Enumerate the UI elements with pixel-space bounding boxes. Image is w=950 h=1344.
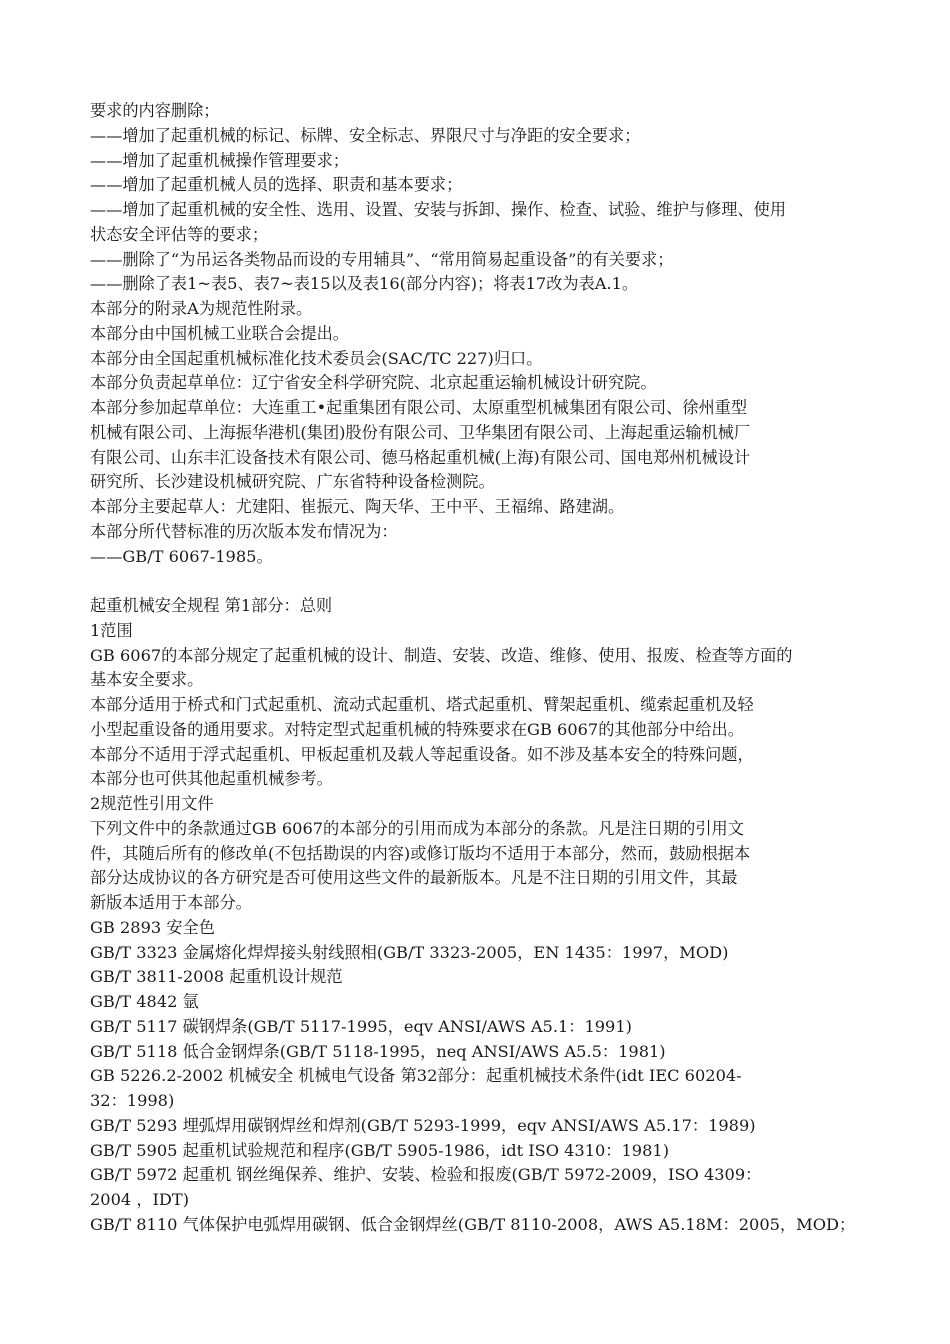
- text-line: 本部分适用于桥式和门式起重机、流动式起重机、塔式起重机、臂架起重机、缆索起重机及轻: [90, 695, 754, 714]
- text-line: GB/T 3811-2008 起重机设计规范: [90, 967, 343, 987]
- text-line: ——删除了表1~表5、表7~表15以及表16(部分内容)；将表17改为表A.1。: [90, 274, 639, 294]
- main-section: [90, 594, 865, 1238]
- text-line: GB/T 5118 低合金钢焊条(GB/T 5118-1995，neq ANSI/AWS A5.5：1981): [90, 1041, 666, 1061]
- text-line: GB/T 5117 碳钢焊条(GB/T 5117-1995，eqv ANSI/AWS A5.1：1991): [90, 1016, 632, 1036]
- text-line: 32：1998): [90, 1091, 175, 1110]
- text-line: GB/T 5905 起重机试验规范和程序(GB/T 5905-1986，idt ISO 4310：1981): [90, 1140, 670, 1160]
- section-gap: [90, 569, 865, 594]
- text-line: 小型起重设备的通用要求。对特定型式起重机械的特殊要求在GB 6067的其他部分中给出。: [90, 719, 744, 739]
- text-line: 本部分的附录A为规范性附录。: [90, 299, 313, 318]
- text-line: 新版本适用于本部分。: [90, 893, 252, 912]
- text-line: 本部分也可供其他起重机械参考。: [90, 769, 333, 789]
- text-line: ——GB/T 6067-1985。: [90, 546, 273, 566]
- text-line: ——删除了“为吊运各类物品而设的专用辅具”、“常用简易起重设备”的有关要求；: [90, 249, 674, 269]
- section-heading-references: 2规范性引用文件: [90, 794, 214, 813]
- text-line: 本部分不适用于浮式起重机、甲板起重机及载人等起重设备。如不涉及基本安全的特殊问题，: [90, 744, 754, 764]
- text-line: 本部分所代替标准的历次版本发布情况为：: [90, 521, 398, 541]
- section-heading-scope: 1范围: [90, 620, 133, 640]
- document-title: 起重机械安全规程 第1部分：总则: [90, 596, 333, 615]
- text-line: 研究所、长沙建设机械研究院、广东省特种设备检测院。: [90, 472, 495, 492]
- text-line: GB 6067的本部分规定了起重机械的设计、制造、安装、改造、维修、使用、报废、检查等方面的: [90, 645, 793, 665]
- text-line: 机械有限公司、上海振华港机(集团)股份有限公司、卫华集团有限公司、上海起重运输机械厂: [90, 422, 751, 442]
- text-line: GB 5226.2-2002 机械安全 机械电气设备 第32部分：起重机械技术条件(idt IEC 60204-: [90, 1066, 742, 1086]
- text-line: ——增加了起重机械人员的选择、职责和基本要求；: [90, 175, 463, 195]
- text-line: 2004 ，IDT): [90, 1190, 190, 1209]
- text-line: 有限公司、山东丰汇设备技术有限公司、德马格起重机械(上海)有限公司、国电郑州机械设计: [90, 447, 751, 467]
- text-line: ——增加了起重机械操作管理要求；: [90, 150, 349, 170]
- text-line: GB 2893 安全色: [90, 917, 215, 937]
- text-line: 本部分负责起草单位：辽宁省安全科学研究院、北京起重运输机械设计研究院。: [90, 373, 657, 393]
- foreword-section: [90, 99, 865, 569]
- text-line: GB/T 5293 埋弧焊用碳钢焊丝和焊剂(GB/T 5293-1999，eqv ANSI/AWS A5.17：1989): [90, 1115, 756, 1135]
- text-line: 状态安全评估等的要求；: [90, 224, 269, 244]
- text-line: 件，其随后所有的修改单(不包括勘误的内容)或修订版均不适用于本部分，然而，鼓励根据本: [90, 843, 751, 863]
- text-line: ——增加了起重机械的标记、标牌、安全标志、界限尺寸与净距的安全要求；: [90, 125, 641, 145]
- text-line: 下列文件中的条款通过GB 6067的本部分的引用而成为本部分的条款。凡是注日期的引用文: [90, 818, 744, 838]
- text-line: GB/T 8110 气体保护电弧焊用碳钢、低合金钢焊丝(GB/T 8110-2008，AWS A5.18M：2005，MOD；: [90, 1214, 856, 1234]
- text-line: GB/T 5972 起重机 钢丝绳保养、维护、安装、检验和报废(GB/T 5972-2009，ISO 4309：: [90, 1165, 762, 1185]
- text-line: GB/T 4842 氩: [90, 992, 199, 1011]
- text-line: 部分达成协议的各方研究是否可使用这些文件的最新版本。凡是不注日期的引用文件，其最: [90, 868, 738, 888]
- text-line: GB/T 3323 金属熔化焊焊接头射线照相(GB/T 3323-2005，EN 1435：1997，MOD): [90, 942, 729, 962]
- text-line: 要求的内容删除；: [90, 101, 220, 120]
- text-line: 本部分参加起草单位：大连重工•起重集团有限公司、太原重型机械集团有限公司、徐州重型: [90, 398, 748, 417]
- text-line: 基本安全要求。: [90, 670, 204, 690]
- text-line: ——增加了起重机械的安全性、选用、设置、安装与拆卸、操作、检查、试验、维护与修理、使用: [90, 200, 787, 219]
- text-line: 本部分主要起草人：尤建阳、崔振元、陶天华、王中平、王福绵、路建湖。: [90, 497, 625, 516]
- document-page: [90, 99, 865, 1238]
- text-line: 本部分由中国机械工业联合会提出。: [90, 323, 349, 343]
- text-line: 本部分由全国起重机械标准化技术委员会(SAC/TC 227)归口。: [90, 348, 543, 368]
